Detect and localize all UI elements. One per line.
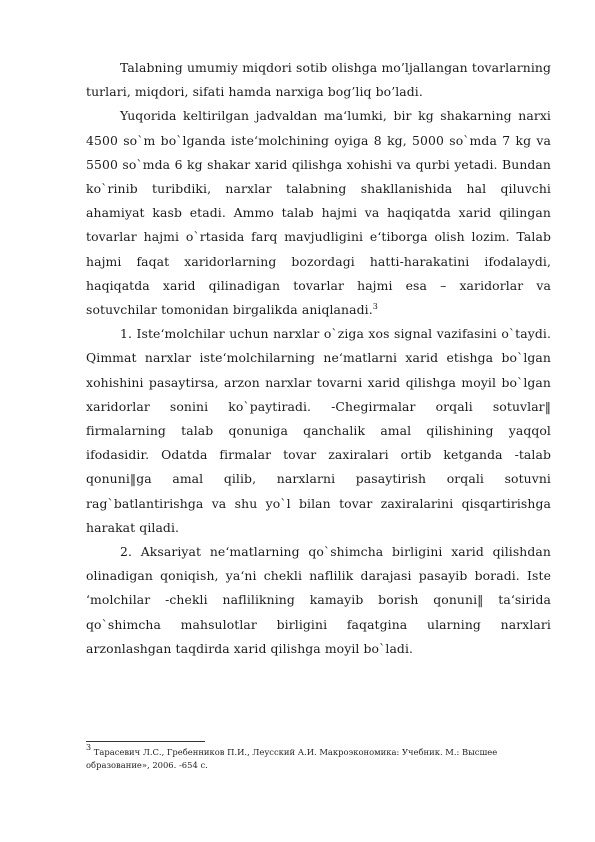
footnote-separator [86, 741, 205, 742]
body-text [86, 56, 551, 661]
footnote-marker: 3 [86, 743, 92, 752]
footnote-text: Тарасевич Л.С., Гребенников П.И., Леусский А.И. Макроэкономика: Учебник. М.: Высшее образование», 2006. -654 с. [86, 747, 498, 770]
paragraph-3: 1. Iste‘molchilar uchun narxlar o`ziga xos signal vazifasini o`taydi. Qimmat narxlar iste‘molchilarning ne‘matlarni xarid etishga bo`lgan xohishini pasaytirsa, arzon narxlar tovarni xarid qilishga moyil bo`lgan xaridorlar sonini ko`paytiradi. -Chegirmalar orqali sotuvlar‖ firmalarning talab qonuniga qanchalik amal qilishining yaqqol ifodasidir. Odatda firmalar tovar zaxiralari ortib ketganda -talab qonuni‖ga amal qilib, narxlarni pasaytirish orqali sotuvni rag`batlantirishga va shu yo`l bilan tovar zaxiralarini qisqartirishga harakat qiladi. [86, 326, 551, 535]
paragraph-1: Talabning umumiy miqdori sotib olishga mo’ljallangan tovarlarning turlari, miqdori, sifati hamda narxiga bog’liq bo’ladi. [86, 60, 551, 100]
paragraph-4: 2. Aksariyat ne‘matlarning qo`shimcha birligini xarid qilishdan olinadigan qoniqish, ya‘ni chekli naflilik darajasi pasayib boradi. Iste ‘molchilar -chekli naflilikning kamayib borish qonuni‖ ta‘sirida qo`shimcha mahsulotlar birligini faqatgina ularning narxlari arzonlashgan taqdirda xarid qilishga moyil bo`ladi. [86, 544, 551, 656]
footnote-reference: 3 [372, 302, 378, 312]
footnote [86, 743, 546, 772]
paragraph-2-text: Yuqorida keltirilgan jadvaldan ma‘lumki, bir kg shakarning narxi 4500 so`m bo`lganda iste‘molchining oyiga 8 kg, 5000 so`mda 7 kg va 5500 so`mda 6 kg shakar xarid qilishga xohishi va qurbi yetadi. Bundan ko`rinib turibdiki, narxlar talabning shakllanishida hal qiluvchi ahamiyat kasb etadi. Ammo talab hajmi va haqiqatda xarid qilingan tovarlar hajmi o`rtasida farq mavjudligini e‘tiborga olish lozim. Talab hajmi faqat xaridorlarning bozordagi hatti-harakatini ifodalaydi, haqiqatda xarid qilinadigan tovarlar hajmi esa – xaridorlar va sotuvchilar tomonidan birgalikda aniqlanadi. [86, 108, 551, 318]
paragraph-2 [86, 104, 551, 322]
